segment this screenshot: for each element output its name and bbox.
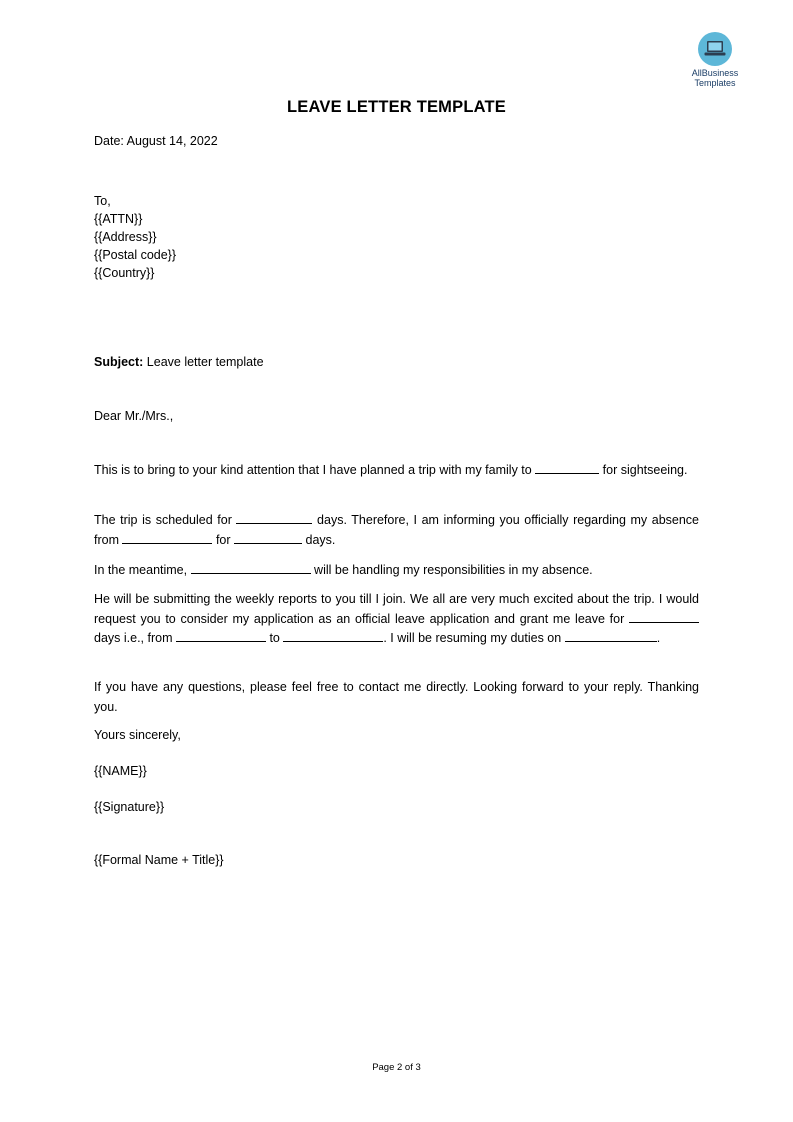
address-country: {{Country}} bbox=[94, 266, 155, 280]
subject-label: Subject: bbox=[94, 355, 144, 369]
address-attn: {{ATTN}} bbox=[94, 212, 143, 226]
page-number: Page 2 of 3 bbox=[372, 1062, 421, 1073]
p2-text-c: for bbox=[212, 532, 235, 547]
paragraph-questions: If you have any questions, please feel free to contact me directly. Looking forward to your reply. Thanking you. bbox=[94, 680, 699, 714]
p4-text-e: . bbox=[656, 631, 661, 645]
address-street: {{Address}} bbox=[94, 230, 157, 244]
laptop-icon bbox=[698, 32, 732, 66]
paragraph-schedule bbox=[94, 511, 699, 550]
sender-name: {{NAME}} bbox=[94, 764, 147, 778]
p4-text-c: to bbox=[265, 631, 284, 645]
p2-text-d: days. bbox=[302, 532, 336, 547]
subject-text: Leave letter template bbox=[143, 355, 264, 369]
allbusiness-logo bbox=[683, 32, 747, 88]
blank-absence-from bbox=[122, 531, 212, 544]
paragraph-meantime bbox=[94, 561, 699, 581]
p3-text-a: In the meantime, bbox=[94, 563, 191, 577]
closing: Yours sincerely, bbox=[94, 728, 181, 742]
p4-text-d: . I will be resuming my duties on bbox=[383, 631, 565, 645]
p1-text-a: This is to bring to your kind attention that I have planned a trip with my family to bbox=[94, 463, 536, 477]
salutation: Dear Mr./Mrs., bbox=[94, 409, 174, 423]
address-to: To, bbox=[94, 194, 111, 208]
document-title: LEAVE LETTER TEMPLATE bbox=[286, 98, 506, 116]
logo-line-2: Templates bbox=[694, 78, 736, 88]
paragraph-request bbox=[94, 590, 699, 649]
logo-line-1: AllBusiness bbox=[691, 68, 739, 78]
blank-absence-days bbox=[234, 531, 302, 544]
subject-line bbox=[94, 355, 264, 369]
blank-leave-days bbox=[629, 610, 699, 623]
p4-text-a: He will be submitting the weekly reports to you till I join. We all are very much excited about the trip. I would request you to consider my application as an official leave application and grant me leave for bbox=[94, 592, 699, 626]
paragraph-trip bbox=[94, 461, 699, 481]
p2-text-a: The trip is scheduled for bbox=[94, 513, 237, 527]
p2-text-b: days. Therefore, I am informing you officially regarding my absence from bbox=[94, 513, 700, 547]
sender-signature: {{Signature}} bbox=[94, 800, 165, 814]
logo-text bbox=[683, 68, 747, 88]
date-line: Date: August 14, 2022 bbox=[94, 134, 218, 148]
sender-formal-name: {{Formal Name + Title}} bbox=[94, 853, 224, 867]
blank-days bbox=[236, 511, 312, 524]
p1-text-b: for sightseeing. bbox=[599, 463, 688, 477]
blank-substitute bbox=[191, 561, 311, 574]
p3-text-b: will be handling my responsibilities in my absence. bbox=[310, 563, 593, 577]
blank-destination bbox=[535, 461, 599, 474]
blank-from-date bbox=[176, 629, 266, 642]
address-postal: {{Postal code}} bbox=[94, 248, 177, 262]
blank-to-date bbox=[283, 629, 383, 642]
p4-text-b: days i.e., from bbox=[94, 631, 176, 645]
blank-resume-date bbox=[565, 629, 657, 642]
